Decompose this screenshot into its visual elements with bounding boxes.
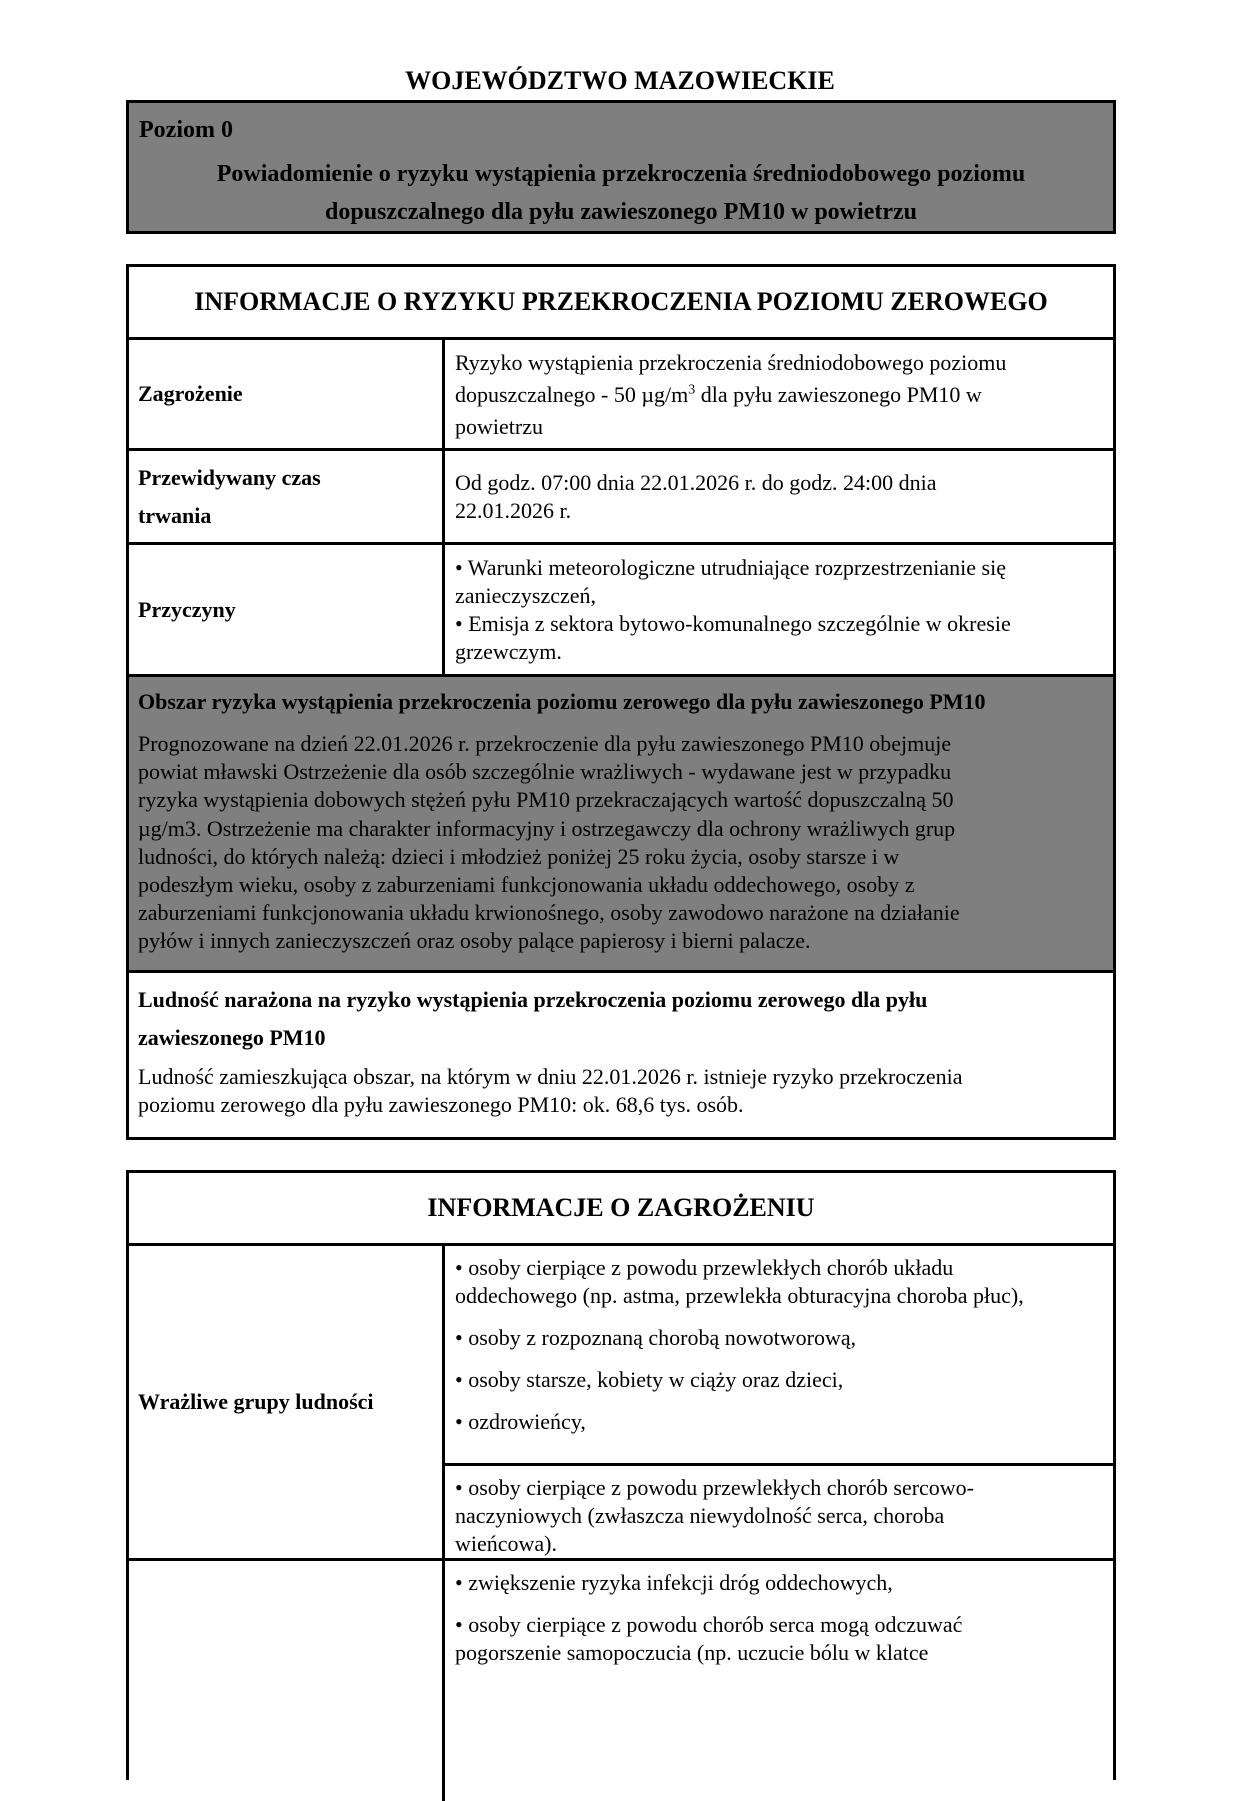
- list-item: • ozdrowieńcy,: [455, 1409, 586, 1434]
- causes-label: Przyczyny: [129, 545, 445, 674]
- notice-title: [139, 155, 1103, 231]
- list-item: wieńcowa).: [455, 1531, 558, 1556]
- sensitive-groups-label: Wrażliwe grupy ludności: [129, 1246, 445, 1558]
- list-item: • osoby cierpiące z powodu przewlekłych chorób sercowo-: [455, 1475, 975, 1500]
- threat-value-line-1: Ryzyko wystąpienia przekroczenia średniodobowego poziomu: [455, 350, 1007, 375]
- risk-area-text: Prognozowane na dzień 22.01.2026 r. przekroczenie dla pyłu zawieszonego PM10 obejmuje powiat mławski Ostrzeżenie dla osób szczególnie wrażliwych - wydawane jest w przypadku ryzyka wystąpienia dobowych stężeń pyłu PM10 przekraczających wartość dopuszczalną 50 µg/m3. Ostrzeżenie ma charakter informacyjny i ostrzegawczy dla ochrony wrażliwych grup ludności, do których należą: dzieci i młodzież poniżej 25 roku życia, osoby starsze i w podeszłym wieku, osoby z zaburzeniami funkcjonowania układu oddechowego, osoby z zaburzeniami funkcjonowania układu krwionośnego, osoby zawodowo narażone na działanie pyłów i innych zanieczyszczeń oraz osoby palące papierosy i bierni palacze.: [138, 731, 960, 954]
- risk-info-heading: INFORMACJE O RYZYKU PRZEKROCZENIA POZIOMU ZEROWEGO: [129, 267, 1113, 340]
- threat-info-table: [126, 1170, 1116, 1780]
- causes-row: [129, 545, 1113, 677]
- risk-area-title: Obszar ryzyka wystąpienia przekroczenia poziomu zerowego dla pyłu zawieszonego PM10: [138, 689, 986, 714]
- notice-title-line-1: Powiadomienie o ryzyku wystąpienia przekroczenia średniodobowego poziomu: [216, 161, 1026, 187]
- sensitive-group-cell-2: [445, 1466, 1113, 1558]
- causes-line: • Warunki meteorologiczne utrudniające rozprzestrzenianie się: [455, 555, 1006, 580]
- list-item: • osoby z rozpoznaną chorobą nowotworową,: [455, 1325, 857, 1350]
- sensitive-groups-row: [129, 1246, 1113, 1561]
- risk-area-block: [129, 677, 1113, 973]
- list-item: • osoby cierpiące z powodu przewlekłych chorób układu: [455, 1255, 954, 1280]
- threat-label: Zagrożenie: [129, 340, 445, 448]
- list-item: • osoby cierpiące z powodu chorób serca mogą odczuwać: [455, 1612, 963, 1637]
- causes-line: zanieczyszczeń,: [455, 583, 597, 608]
- duration-row: [129, 451, 1113, 545]
- list-item: • osoby starsze, kobiety w ciąży oraz dzieci,: [455, 1367, 844, 1392]
- threat-info-heading: INFORMACJE O ZAGROŻENIU: [129, 1173, 1113, 1246]
- threat-value-line-2: dopuszczalnego - 50 $\mu g/m^3$ dla pyłu zawieszonego PM10 w: [455, 382, 982, 407]
- population-block: [129, 973, 1113, 1137]
- duration-value-line-2: 22.01.2026 r.: [455, 498, 572, 523]
- effects-row: [129, 1561, 1113, 1801]
- region-title: WOJEWÓDZTWO MAZOWIECKIE: [405, 66, 835, 95]
- list-item: • zwiększenie ryzyka infekcji dróg oddechowych,: [455, 1570, 893, 1595]
- notice-title-line-2: dopuszczalnego dla pyłu zawieszonego PM10 w powietrzu: [325, 199, 917, 225]
- level-label: Poziom 0: [139, 117, 233, 143]
- duration-value-line-1: Od godz. 07:00 dnia 22.01.2026 r. do godz. 24:00 dnia: [455, 470, 937, 495]
- causes-list: [445, 545, 1113, 674]
- effects-label: [129, 1561, 445, 1801]
- list-item: oddechowego (np. astma, przewlekła obturacyjna choroba płuc),: [455, 1283, 1024, 1308]
- level-banner: [126, 100, 1116, 234]
- duration-label: Przewidywany czas trwania: [129, 451, 445, 542]
- duration-value: [445, 451, 1113, 542]
- list-item: naczyniowych (zwłaszcza niewydolność serca, choroba: [455, 1503, 945, 1528]
- threat-row: [129, 340, 1113, 451]
- population-title: Ludność narażona na ryzyko wystąpienia przekroczenia poziomu zerowego dla pyłu zawieszonego PM10: [138, 987, 928, 1050]
- list-item: pogorszenie samopoczucia (np. uczucie bólu w klatce: [455, 1640, 929, 1665]
- causes-line: grzewczym.: [455, 639, 562, 664]
- threat-value-line-3: powietrzu: [455, 414, 543, 439]
- risk-info-table: [126, 264, 1116, 1140]
- effects-values: [445, 1561, 1113, 1801]
- causes-line: • Emisja z sektora bytowo-komunalnego szczególnie w okresie: [455, 611, 1011, 636]
- sensitive-group-cell-1: [445, 1246, 1113, 1466]
- population-text: Ludność zamieszkująca obszar, na którym w dniu 22.01.2026 r. istnieje ryzyko przekroczenia poziomu zerowego dla pyłu zawieszonego PM10: ok. 68,6 tys. osób.: [138, 1064, 963, 1117]
- threat-value: [445, 340, 1113, 448]
- sensitive-groups-values: [445, 1246, 1113, 1558]
